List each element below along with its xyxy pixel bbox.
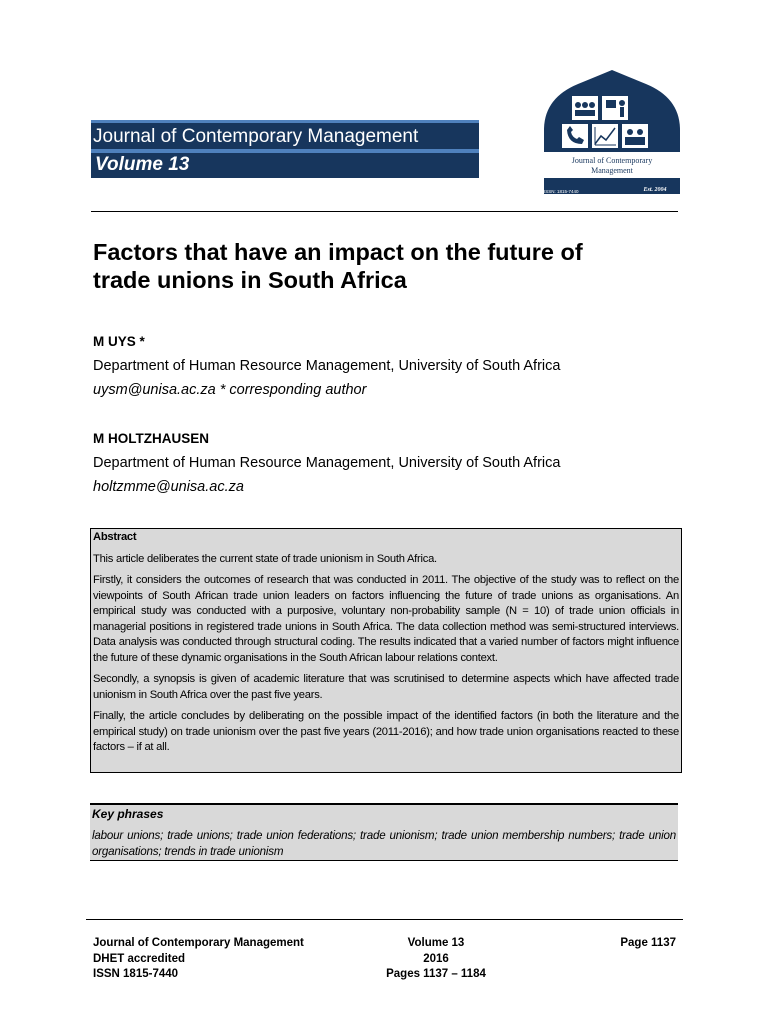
footer-volume-info — [370, 936, 502, 983]
key-phrases-box — [90, 803, 678, 861]
paper-title-line-2: trade unions in South Africa — [93, 267, 407, 293]
journal-logo-icon — [538, 70, 686, 200]
paper-title-line-1: Factors that have an impact on the future of — [93, 239, 583, 265]
journal-title: Journal of Contemporary Management — [93, 126, 419, 147]
journal-logo — [538, 70, 686, 200]
chart-icon — [592, 124, 618, 148]
abstract-heading: Abstract — [93, 531, 137, 543]
footer-pages: Pages 1137 – 1184 — [386, 968, 486, 980]
banner-volume-row — [91, 153, 479, 178]
footer-divider — [86, 919, 683, 920]
author-name: M UYS * — [93, 334, 145, 349]
author-department: Department of Human Resource Management, University of South Africa — [93, 455, 561, 471]
footer-volume: Volume 13 — [407, 937, 465, 949]
key-phrases-text: labour unions; trade unions; trade union federations; trade unionism; trade union membership numbers; trade union organisations; trends in trade unionism — [92, 829, 676, 858]
paper-title — [93, 238, 693, 294]
abstract-paragraph: Firstly, it considers the outcomes of research that was conducted in 2011. The objective of the study was to reflect on the viewpoints of South African trade union leaders on factors influencing the future of trade unions as organisations. An empirical study was conducted with a purposive, voluntary non-probability sample (N = 10) of trade union officials in managerial positions in registered trade unions in South Africa. The data collection method was semi-structured interviews. Data analysis was conducted through structural coding. The results indicated that a varied number of factors might influence the future of these dynamic organisations in the South African labour relations context. — [93, 574, 679, 664]
footer-accreditation: DHET accredited — [93, 952, 186, 965]
abstract-paragraph: This article deliberates the current state of trade unionism in South Africa. — [93, 552, 437, 565]
telephone-icon — [562, 124, 588, 148]
key-phrases-bottom-rule — [90, 860, 678, 861]
author-email[interactable]: holtzmme@unisa.ac.za — [93, 479, 244, 495]
abstract-box — [90, 528, 682, 773]
footer-journal-name: Journal of Contemporary Management — [93, 937, 304, 949]
journal-volume: Volume 13 — [95, 154, 190, 175]
author-department: Department of Human Resource Management, University of South Africa — [93, 358, 561, 374]
footer-journal-info — [93, 936, 304, 983]
footer-year: 2016 — [423, 952, 449, 965]
key-phrases-top-rule — [90, 803, 678, 805]
journal-banner — [91, 120, 479, 178]
author-name: M HOLTZHAUSEN — [93, 431, 209, 446]
footer-issn: ISSN 1815-7440 — [93, 968, 179, 980]
author-email[interactable]: uysm@unisa.ac.za * corresponding author — [93, 382, 367, 398]
abstract-paragraph: Secondly, a synopsis is given of academic literature that was scrutinised to determine aspects which have affected trade unionism in South Africa over the past five years. — [93, 673, 679, 701]
banner-title-row — [91, 123, 479, 149]
logo-issn: ISSN: 1815-7440 — [544, 189, 579, 194]
header-divider — [91, 211, 678, 212]
footer-page-number: Page 1137 — [620, 937, 676, 949]
key-phrases-heading: Key phrases — [92, 807, 164, 821]
logo-name-line1: Journal of Contemporary — [571, 156, 653, 165]
logo-name-line2: Management — [591, 166, 633, 175]
logo-est: Est. 2004 — [643, 187, 667, 193]
abstract-paragraph: Finally, the article concludes by deliberating on the possible impact of the identified factors (in both the literature and the empirical study) on trade unionism over the past five years (2011-2016); and how trade union organisations reacted to these factors – if at all. — [93, 710, 679, 753]
